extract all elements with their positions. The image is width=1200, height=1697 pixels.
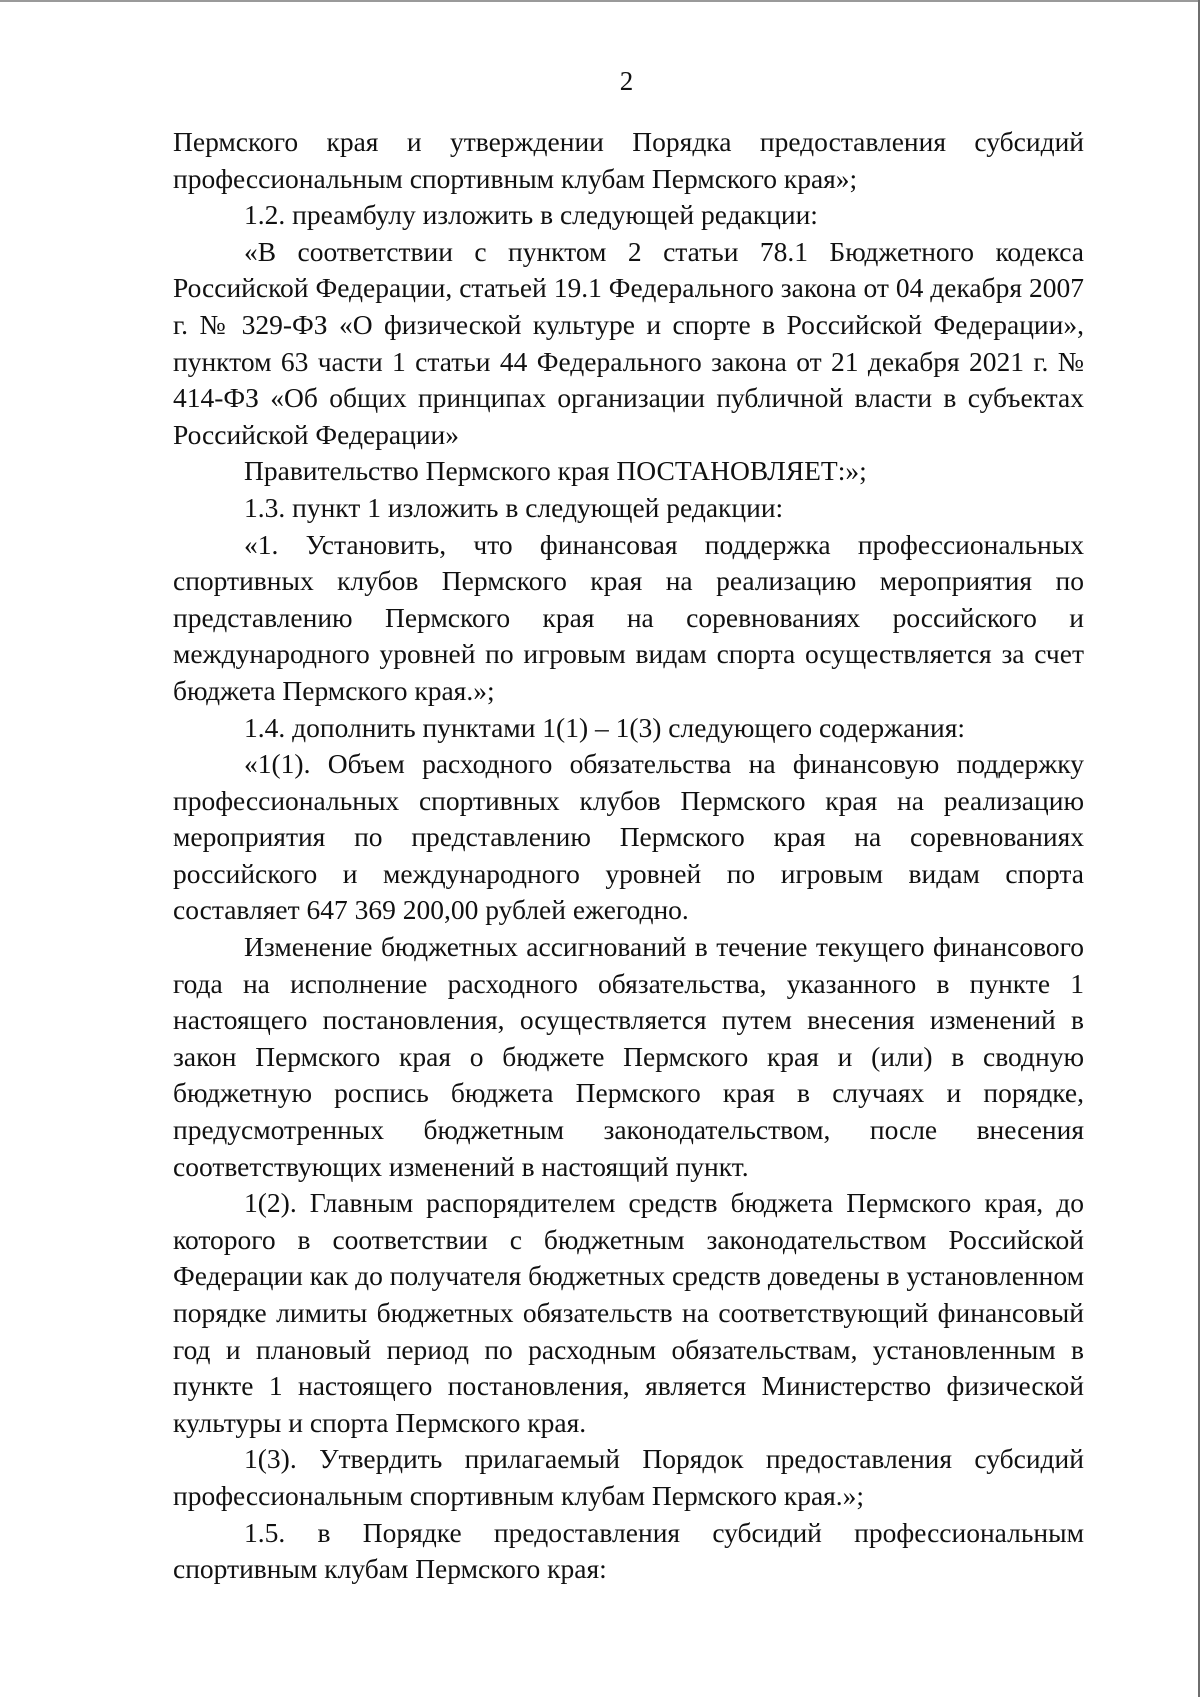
paragraph-item-1-2: 1.2. преамбулу изложить в следующей редакции: [244, 199, 818, 231]
page-number: 2 [619, 66, 634, 96]
scan-edge-top [0, 0, 1200, 2]
paragraph-item-1-4: 1.4. дополнить пунктами 1(1) – 1(3) следующего содержания: [244, 711, 966, 743]
paragraph-budget-change: Изменение бюджетных ассигнований в течение текущего финансового года на исполнение расходного обязательства, указанного в пункте 1 настоящего постановления, осуществляется путем внесения изменений в закон Пермского края о бюджете Пермского края и (или) в сводную бюджетную роспись бюджета Пермского края в случаях и порядке, предусмотренных бюджетным законодательством, после внесения соответствующих изменений в настоящий пункт. [173, 931, 1084, 1182]
paragraph-preamble-text: «В соответствии с пунктом 2 статьи 78.1 Бюджетного кодекса Российской Федерации, статьей 19.1 Федерального закона от 04 декабря 2007 г. № 329-ФЗ «О физической культуре и спорте в Российской Федерации», пунктом 63 части 1 статьи 44 Федерального закона от 21 декабря 2021 г. № 414-ФЗ «Об общих принципах организации публичной власти в субъектах Российской Федерации» [173, 235, 1084, 450]
paragraph-point-1-3: 1(3). Утвердить прилагаемый Порядок предоставления субсидий профессиональным спортивным клубам Пермского края.»; [173, 1443, 1084, 1511]
paragraph-point-1: «1. Установить, что финансовая поддержка профессиональных спортивных клубов Пермского края на реализацию мероприятия по представлению Пермского края на соревнованиях российского и международного уровней по игровым видам спорта осуществляется за счет бюджета Пермского края.»; [173, 528, 1084, 706]
paragraph-point-1-1: «1(1). Объем расходного обязательства на финансовую поддержку профессиональных спортивных клубов Пермского края на реализацию мероприятия по представлению Пермского края на соревнованиях российского и международного уровней по игровым видам спорта составляет 647 369 200,00 рублей ежегодно. [173, 748, 1084, 926]
paragraph-point-1-2: 1(2). Главным распорядителем средств бюджета Пермского края, до которого в соответствии с бюджетным законодательством Российской Федерации как до получателя бюджетных средств доведены в установленном порядке лимиты бюджетных обязательств на соответствующий финансовый год и плановый период по расходным обязательствам, установленным в пункте 1 настоящего постановления, является Министерство физической культуры и спорта Пермского края. [173, 1187, 1084, 1438]
paragraph-item-1-3: 1.3. пункт 1 изложить в следующей редакции: [244, 491, 784, 523]
document-body [173, 124, 1084, 1588]
paragraph-continuation: Пермского края и утверждении Порядка предоставления субсидий профессиональным спортивным клубам Пермского края»; [173, 126, 1084, 194]
paragraph-item-1-5: 1.5. в Порядке предоставления субсидий профессиональным спортивным клубам Пермского края: [173, 1516, 1084, 1585]
paragraph-resolves: Правительство Пермского края ПОСТАНОВЛЯЕТ:»; [244, 455, 867, 487]
